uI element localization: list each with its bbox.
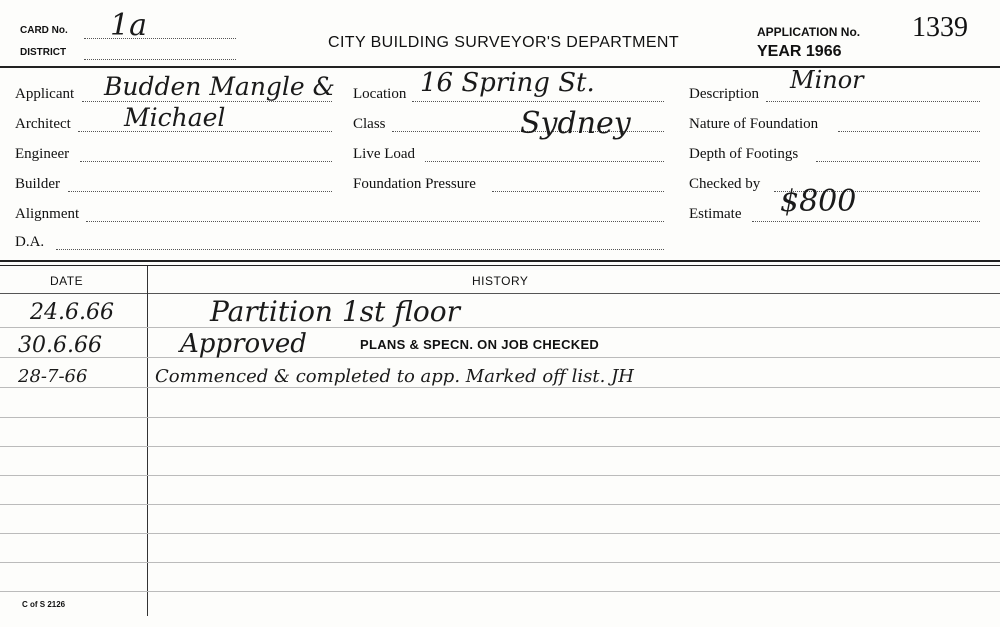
history-date: 28-7-66 — [18, 366, 88, 387]
da-line — [56, 249, 664, 250]
live-load-line — [425, 161, 664, 162]
applicant-label: Applicant — [15, 86, 75, 102]
alignment-line — [86, 221, 664, 222]
history-line — [0, 591, 1000, 592]
application-no-value: 1339 — [912, 12, 968, 43]
form-code: C of S 2126 — [22, 600, 66, 609]
alignment-label: Alignment — [15, 206, 80, 222]
history-line — [0, 357, 1000, 358]
history-top-rule-thin — [0, 265, 1000, 266]
history-line — [0, 446, 1000, 447]
nature-of-foundation-label: Nature of Foundation — [689, 116, 819, 132]
history-line — [0, 533, 1000, 534]
da-label: D.A. — [15, 234, 45, 250]
district-line — [84, 59, 236, 60]
history-line — [0, 387, 1000, 388]
history-entry: Approved — [180, 329, 307, 359]
history-line — [0, 475, 1000, 476]
history-header-rule — [0, 293, 1000, 294]
history-date: 24.6.66 — [30, 300, 114, 325]
estimate-line — [752, 221, 980, 222]
class-label: Class — [353, 116, 386, 132]
application-no-label: APPLICATION No. — [757, 25, 861, 39]
nature-of-foundation-line — [838, 131, 980, 132]
estimate-label: Estimate — [689, 206, 742, 222]
builder-label: Builder — [15, 176, 60, 192]
foundation-pressure-label: Foundation Pressure — [353, 176, 476, 192]
history-top-rule — [0, 260, 1000, 262]
applicant-line — [82, 101, 332, 102]
history-line — [0, 417, 1000, 418]
location-line — [412, 101, 664, 102]
card-no-line — [84, 38, 236, 39]
depth-of-footings-label: Depth of Footings — [689, 146, 799, 162]
class-value: Sydney — [520, 106, 631, 141]
date-header: DATE — [50, 274, 84, 288]
date-column-divider — [147, 266, 148, 616]
live-load-label: Live Load — [353, 146, 416, 162]
description-label: Description — [689, 86, 759, 102]
builder-line — [68, 191, 332, 192]
architect-label: Architect — [15, 116, 71, 132]
architect-value: Michael — [124, 103, 226, 132]
checked-by-label: Checked by — [689, 176, 761, 192]
description-value: Minor — [790, 66, 864, 94]
district-label: DISTRICT — [20, 47, 67, 58]
history-line — [0, 327, 1000, 328]
department-title: CITY BUILDING SURVEYOR'S DEPARTMENT — [328, 34, 680, 51]
history-line — [0, 504, 1000, 505]
engineer-label: Engineer — [15, 146, 70, 162]
depth-of-footings-line — [816, 161, 980, 162]
history-header: HISTORY — [472, 274, 529, 288]
history-line — [0, 562, 1000, 563]
history-stamp: PLANS & SPECN. ON JOB CHECKED — [360, 337, 600, 352]
card-no-value: 1a — [110, 8, 147, 43]
history-date: 30.6.66 — [18, 333, 102, 358]
location-value: 16 Spring St. — [420, 68, 595, 98]
foundation-pressure-line — [492, 191, 664, 192]
estimate-value: $800 — [780, 184, 857, 219]
card-no-label: CARD No. — [20, 25, 68, 36]
location-label: Location — [353, 86, 407, 102]
applicant-value: Budden Mangle & — [104, 72, 335, 101]
history-entry: Partition 1st floor — [210, 295, 460, 328]
description-line — [766, 101, 980, 102]
engineer-line — [80, 161, 332, 162]
year-label: YEAR 1966 — [757, 43, 842, 60]
history-entry: Commenced & completed to app. Marked off list. JH — [155, 366, 634, 387]
